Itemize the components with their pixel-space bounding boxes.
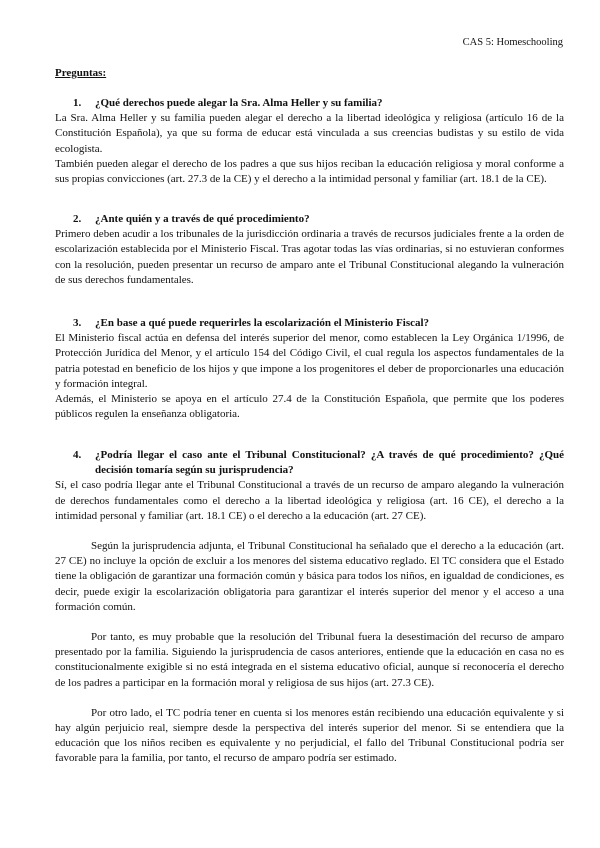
answer-paragraph: Sí, el caso podría llegar ante el Tribunal Constitucional a través de un recurso de amparo alegando la vulneración de derechos fundamentales como el derecho a la libertad ideológica y religiosa (art. 16 CE), el derecho a la intimidad personal y familiar (art. 18.1 CE) o el derecho a la educación (art. 27 CE). — [55, 479, 564, 522]
answer-paragraph: También pueden alegar el derecho de los padres a que sus hijos reciban la educación religiosa y moral conforme a sus propias convicciones (art. 27.3 de la CE) y el derecho a la intimidad personal y familiar (art. 18.1 de la CE). — [55, 157, 564, 186]
answer-paragraph: El Ministerio fiscal actúa en defensa del interés superior del menor, como establecen la Ley Orgánica 1/1996, de Protección Jurídica del Menor, y el artículo 154 del Código Civil, el cual regula los aspectos fundamentales de la patria potestad en beneficio de los hijos y que impone a los progenitores el deber de proporcionarles una educación y formación integral. — [55, 332, 564, 390]
question-1 — [55, 96, 564, 187]
answer-paragraph: Primero deben acudir a los tribunales de la jurisdicción ordinaria a través de recursos judiciales frente a la orden de escolarización establecida por el Ministerio Fiscal. Tras agotar todas las vías ordinarias, si no estuvieran conformes con la resolución, pueden presentar un recurso de amparo ante el Tribunal Constitucional alegando la vulneración de sus derechos fundamentales. — [55, 228, 564, 286]
question-3 — [55, 316, 564, 422]
question-heading — [55, 316, 564, 331]
question-title: ¿En base a qué puede requerirles la escolarización el Ministerio Fiscal? — [95, 317, 430, 329]
answer-paragraph: Por otro lado, el TC podría tener en cuenta si los menores están recibiendo una educación equivalente y si hay algún perjuicio real, siempre desde la perspectiva del interés superior del menor. Si se entendiera que la educación que los niños reciben es equivalente y no perjudicial, el fallo del Tribunal Constitucional podría ser favorable para la familia, por tanto, el recurso de amparo podría ser estimado. — [55, 706, 564, 765]
question-heading — [55, 448, 564, 478]
question-title: ¿Podría llegar el caso ante el Tribunal Constitucional? ¿A través de qué procedimiento? ¿Qué decisión tomaría según su jurisprudencia? — [95, 449, 564, 477]
question-2 — [55, 212, 564, 288]
answer-paragraph: Según la jurisprudencia adjunta, el Tribunal Constitucional ha señalado que el derecho a la educación (art. 27 CE) no incluye la opción de excluir a los menores del sistema educativo reglado. El TC considera que el Estado tiene la obligación de garantizar una formación común y básica para todos los niños, en igualdad de condiciones, es decir, puede exigir la escolarización obligatoria para garantizar el interés superior del menor y el acceso a una formación común. — [55, 540, 564, 613]
section-title: Preguntas: — [55, 67, 107, 79]
answer-paragraph: La Sra. Alma Heller y su familia pueden alegar el derecho a la libertad ideológica y religiosa (artículo 16 de la Constitución Española), ya que su forma de educar está vinculada a sus creencias budistas y su estilo de vida ecologista. — [55, 112, 564, 155]
question-heading — [55, 212, 564, 227]
question-title: ¿Ante quién y a través de qué procedimiento? — [95, 213, 310, 225]
question-number: 1. — [73, 97, 82, 109]
answer-paragraph: Por tanto, es muy probable que la resolución del Tribunal fuera la desestimación del recurso de amparo presentado por la familia. Siguiendo la jurisprudencia de casos anteriores, entiende que la educación en casa no es constitucionalmente exigible si no está integrada en el sistema educativo oficial, aunque sí reconocería el derecho de los padres a participar en la formación moral y religiosa de sus hijos (art. 27.3 CE). — [55, 631, 564, 689]
page-header: CAS 5: Homeschooling — [462, 37, 563, 48]
question-heading — [55, 96, 564, 111]
question-number: 4. — [73, 449, 82, 461]
question-number: 3. — [73, 317, 82, 329]
question-4 — [55, 448, 564, 767]
answer-paragraph: Además, el Ministerio se apoya en el artículo 27.4 de la Constitución Española, que permite que los poderes públicos regulen la enseñanza obligatoria. — [55, 393, 564, 421]
question-number: 2. — [73, 213, 82, 225]
question-title: ¿Qué derechos puede alegar la Sra. Alma Heller y su familia? — [95, 97, 383, 109]
